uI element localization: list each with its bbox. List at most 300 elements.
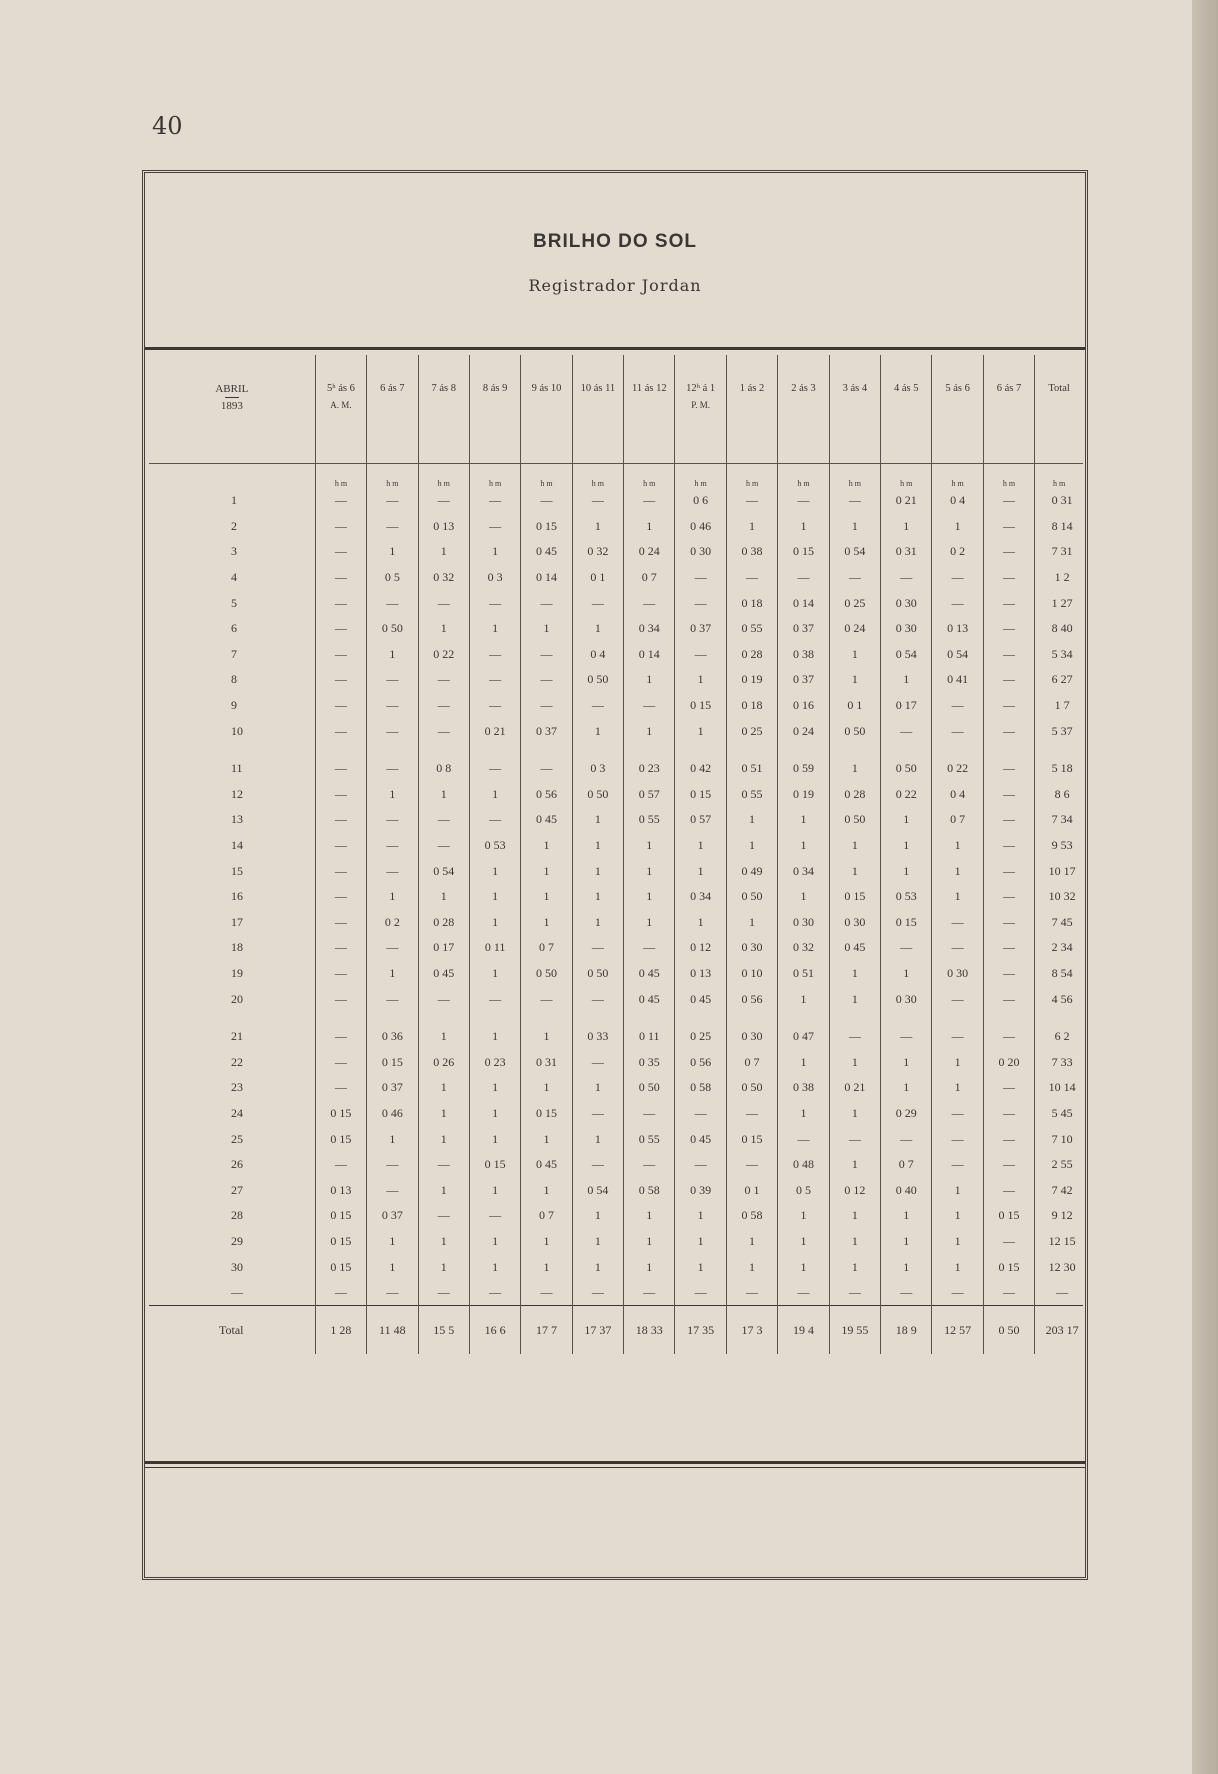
table-cell: — xyxy=(983,1101,1034,1127)
table-cell: 0 34 xyxy=(675,884,726,910)
table-cell: — xyxy=(624,693,675,719)
table-cell: 8 6 xyxy=(1035,782,1083,808)
table-cell: 0 21 xyxy=(881,488,932,514)
table-row xyxy=(149,1152,1083,1178)
day-label: 16 xyxy=(231,889,243,904)
table-cell: 0 30 xyxy=(881,616,932,642)
column-header-label: Total xyxy=(1048,383,1070,394)
table-cell: 0 19 xyxy=(726,667,777,693)
table-cell: — xyxy=(983,961,1034,987)
table-cell: 0 19 xyxy=(778,782,829,808)
table-cell: — xyxy=(418,1203,469,1229)
footer-rule xyxy=(145,1461,1085,1464)
table-cell: 1 xyxy=(418,1229,469,1255)
column-header-label: 6 ás 7 xyxy=(380,383,405,394)
column-header-label: 8 ás 9 xyxy=(482,383,508,394)
table-cell: 0 34 xyxy=(624,616,675,642)
table-cell: 0 50 xyxy=(726,884,777,910)
table-cell: — xyxy=(315,986,366,1012)
table-cell: — xyxy=(521,986,572,1012)
table-cell: 16 6 xyxy=(469,1306,520,1355)
table-cell: 1 xyxy=(829,1229,880,1255)
table-cell: — xyxy=(932,910,983,936)
table-cell: 0 15 xyxy=(829,884,880,910)
table-cell: 1 xyxy=(778,1049,829,1075)
table-cell: 0 15 xyxy=(367,1049,418,1075)
table-cell: — xyxy=(675,642,726,668)
footer-rule-thin xyxy=(145,1467,1085,1468)
table-cell: 0 7 xyxy=(521,935,572,961)
table-cell: 0 50 xyxy=(572,782,623,808)
table-cell: 0 40 xyxy=(881,1177,932,1203)
table-row xyxy=(149,1203,1083,1229)
table-cell: 0 56 xyxy=(675,1049,726,1075)
gap-cell xyxy=(881,744,932,756)
table-cell: 0 54 xyxy=(829,539,880,565)
table-cell: 0 15 xyxy=(315,1229,366,1255)
table-cell: — xyxy=(983,807,1034,833)
table-cell: 0 50 xyxy=(881,756,932,782)
table-cell: 1 xyxy=(521,884,572,910)
table-cell: — xyxy=(983,1280,1034,1306)
table-cell: 17 7 xyxy=(521,1306,572,1355)
table-cell: 1 xyxy=(469,616,520,642)
day-label: 29 xyxy=(231,1233,243,1248)
table-cell: — xyxy=(469,1203,520,1229)
unit-label: h m xyxy=(418,464,469,489)
table-row xyxy=(149,1049,1083,1075)
day-label: 24 xyxy=(231,1105,243,1120)
table-cell: 0 4 xyxy=(932,488,983,514)
unit-label: h m xyxy=(315,464,366,489)
column-header xyxy=(367,355,418,464)
day-label: 4 xyxy=(231,570,237,585)
table-cell: 0 17 xyxy=(418,935,469,961)
table-cell: — xyxy=(315,616,366,642)
day-label: 22 xyxy=(231,1054,243,1069)
table-cell: 1 xyxy=(367,782,418,808)
gap-cell xyxy=(726,744,777,756)
table-cell: 1 xyxy=(675,910,726,936)
unit-label: h m xyxy=(572,464,623,489)
table-cell: — xyxy=(572,986,623,1012)
table-cell: 1 xyxy=(624,858,675,884)
table-cell: — xyxy=(469,693,520,719)
table-cell: 0 30 xyxy=(675,539,726,565)
table-cell: 1 xyxy=(367,1229,418,1255)
table-cell: 1 xyxy=(418,884,469,910)
table-cell: 6 27 xyxy=(1035,667,1083,693)
table-cell: 5 18 xyxy=(1035,756,1083,782)
gap-cell xyxy=(778,744,829,756)
table-cell: 1 xyxy=(829,961,880,987)
table-cell: 7 31 xyxy=(1035,539,1083,565)
table-cell: 1 xyxy=(675,1254,726,1280)
table-cell: — xyxy=(521,667,572,693)
table-cell: 0 45 xyxy=(521,807,572,833)
table-cell: 0 11 xyxy=(624,1024,675,1050)
table-cell: — xyxy=(881,1126,932,1152)
table-cell: — xyxy=(932,986,983,1012)
table-cell: 1 xyxy=(932,833,983,859)
table-cell: 11 48 xyxy=(367,1306,418,1355)
table-cell: 0 50 xyxy=(829,718,880,744)
table-cell: 0 58 xyxy=(675,1075,726,1101)
table-cell: — xyxy=(572,935,623,961)
table-cell: — xyxy=(675,1152,726,1178)
table-cell: 1 xyxy=(829,1152,880,1178)
table-cell: 0 48 xyxy=(778,1152,829,1178)
table-cell: 0 20 xyxy=(983,1049,1034,1075)
table-cell: — xyxy=(675,1101,726,1127)
table-cell: 0 50 xyxy=(572,667,623,693)
gap-cell xyxy=(1035,744,1083,756)
table-cell: 0 13 xyxy=(315,1177,366,1203)
table-cell: — xyxy=(367,488,418,514)
table-cell: 1 xyxy=(778,833,829,859)
gap-cell xyxy=(149,1012,315,1024)
table-cell: 17 3 xyxy=(726,1306,777,1355)
day-label: 18 xyxy=(231,940,243,955)
table-cell: 1 xyxy=(469,782,520,808)
table-cell: 1 xyxy=(881,961,932,987)
table-row xyxy=(149,1126,1083,1152)
table-cell: 4 56 xyxy=(1035,986,1083,1012)
table-cell: 1 xyxy=(881,514,932,540)
table-cell: 5 34 xyxy=(1035,642,1083,668)
table-cell: — xyxy=(624,1101,675,1127)
table-cell: — xyxy=(315,1049,366,1075)
table-cell: — xyxy=(521,756,572,782)
table-row xyxy=(149,1101,1083,1127)
table-cell: 0 56 xyxy=(521,782,572,808)
gap-cell xyxy=(624,744,675,756)
table-cell: 1 xyxy=(418,1101,469,1127)
table-cell: — xyxy=(932,935,983,961)
table-cell: 0 2 xyxy=(367,910,418,936)
table-cell: 1 xyxy=(881,1075,932,1101)
column-header-label: 9 ás 10 xyxy=(531,383,562,394)
table-cell: — xyxy=(521,642,572,668)
table-cell: — xyxy=(829,565,880,591)
table-cell: 0 35 xyxy=(624,1049,675,1075)
table-cell: 1 xyxy=(778,1229,829,1255)
table-cell: 0 37 xyxy=(521,718,572,744)
table-row xyxy=(149,693,1083,719)
table-cell: 1 xyxy=(469,910,520,936)
table-cell: — xyxy=(881,565,932,591)
day-label: 15 xyxy=(231,863,243,878)
gap-cell xyxy=(829,1012,880,1024)
units-row xyxy=(149,464,1083,489)
table-cell: — xyxy=(315,756,366,782)
table-cell: 1 xyxy=(521,616,572,642)
table-cell: 9 12 xyxy=(1035,1203,1083,1229)
table-cell: — xyxy=(983,935,1034,961)
table-cell: — xyxy=(315,1075,366,1101)
table-row xyxy=(149,616,1083,642)
table-cell: 0 23 xyxy=(624,756,675,782)
column-header xyxy=(572,355,623,464)
table-cell: 0 15 xyxy=(778,539,829,565)
table-row xyxy=(149,642,1083,668)
table-cell: 1 xyxy=(418,1177,469,1203)
table-cell: 18 9 xyxy=(881,1306,932,1355)
table-cell: — xyxy=(367,514,418,540)
table-cell: 0 50 xyxy=(829,807,880,833)
table-cell: 0 37 xyxy=(778,616,829,642)
table-cell: 1 xyxy=(932,1203,983,1229)
table-cell: 0 15 xyxy=(675,782,726,808)
table-cell: 0 13 xyxy=(675,961,726,987)
day-label: 12 xyxy=(231,786,243,801)
table-cell: 0 1 xyxy=(829,693,880,719)
table-cell: 0 15 xyxy=(521,1101,572,1127)
table-cell: 0 14 xyxy=(778,590,829,616)
column-header-label: 4 ás 5 xyxy=(893,383,919,394)
table-cell: 0 36 xyxy=(367,1024,418,1050)
day-label: Total xyxy=(149,1306,315,1355)
table-cell: 0 51 xyxy=(726,756,777,782)
table-cell: 1 xyxy=(829,1203,880,1229)
table-cell: — xyxy=(315,642,366,668)
day-label: 2 xyxy=(231,518,237,533)
column-header xyxy=(624,355,675,464)
table-cell: 1 xyxy=(572,1126,623,1152)
header-row xyxy=(149,355,1083,464)
table-row xyxy=(149,590,1083,616)
unit-label: h m xyxy=(778,464,829,489)
table-cell: — xyxy=(315,1280,366,1306)
table-cell: — xyxy=(983,488,1034,514)
table-cell: 1 xyxy=(675,833,726,859)
table-cell: 1 xyxy=(829,756,880,782)
table-cell: 1 xyxy=(521,1126,572,1152)
table-cell: 1 xyxy=(624,1229,675,1255)
unit-label: h m xyxy=(1035,464,1083,489)
table-cell: — xyxy=(983,693,1034,719)
table-cell: 1 xyxy=(521,1229,572,1255)
table-cell: — xyxy=(521,693,572,719)
table-cell: 1 xyxy=(367,961,418,987)
table-cell: 0 13 xyxy=(418,514,469,540)
column-header-label: 7 ás 8 xyxy=(431,383,456,394)
table-cell: 0 45 xyxy=(675,986,726,1012)
table-cell: 0 17 xyxy=(881,693,932,719)
table-cell: 1 xyxy=(778,986,829,1012)
table-cell: 0 50 xyxy=(367,616,418,642)
gap-cell xyxy=(572,744,623,756)
table-cell: 0 45 xyxy=(675,1126,726,1152)
table-cell: — xyxy=(983,616,1034,642)
gap-cell xyxy=(675,1012,726,1024)
table-cell: — xyxy=(983,1075,1034,1101)
table-cell: 1 xyxy=(829,833,880,859)
column-header-label: 6 ás 7 xyxy=(996,383,1022,394)
table-subtitle: Registrador Jordan xyxy=(528,276,702,295)
day-label: 10 xyxy=(231,723,243,738)
table-cell: — xyxy=(315,807,366,833)
table-cell: — xyxy=(932,1280,983,1306)
table-cell: 1 xyxy=(624,1254,675,1280)
table-cell: 10 32 xyxy=(1035,884,1083,910)
column-header-sub: A. M. xyxy=(330,400,352,410)
table-cell: — xyxy=(624,488,675,514)
table-cell: 1 xyxy=(572,718,623,744)
table-cell: 0 30 xyxy=(881,986,932,1012)
table-cell: 7 10 xyxy=(1035,1126,1083,1152)
gap-cell xyxy=(881,1012,932,1024)
table-cell: 1 xyxy=(418,1254,469,1280)
table-cell: — xyxy=(778,565,829,591)
table-cell: 15 5 xyxy=(418,1306,469,1355)
table-cell: 1 xyxy=(829,986,880,1012)
table-cell: 1 xyxy=(881,833,932,859)
table-cell: — xyxy=(983,514,1034,540)
table-cell: — xyxy=(315,590,366,616)
table-cell: 1 xyxy=(469,884,520,910)
table-row xyxy=(149,1254,1083,1280)
table-row xyxy=(149,910,1083,936)
column-header xyxy=(726,355,777,464)
table-cell: — xyxy=(983,539,1034,565)
column-header-sub: P. M. xyxy=(691,400,711,410)
table-cell: 1 xyxy=(469,1024,520,1050)
table-cell: 1 xyxy=(726,807,777,833)
table-cell: — xyxy=(932,590,983,616)
table-cell: 1 xyxy=(932,1229,983,1255)
table-cell: 0 46 xyxy=(675,514,726,540)
table-cell: — xyxy=(932,1101,983,1127)
table-cell: 1 xyxy=(675,1229,726,1255)
table-cell: — xyxy=(983,782,1034,808)
table-cell: — xyxy=(624,590,675,616)
table-cell: 1 xyxy=(572,858,623,884)
table-cell: 0 15 xyxy=(726,1126,777,1152)
table-cell: 0 29 xyxy=(881,1101,932,1127)
table-cell: — xyxy=(932,1152,983,1178)
table-cell: 1 xyxy=(521,1254,572,1280)
table-cell: 0 45 xyxy=(521,1152,572,1178)
table-cell: 7 33 xyxy=(1035,1049,1083,1075)
table-cell: — xyxy=(726,488,777,514)
page-edge xyxy=(1192,0,1218,1774)
gap-cell xyxy=(521,744,572,756)
table-cell: — xyxy=(418,1152,469,1178)
table-cell: 0 45 xyxy=(418,961,469,987)
table-cell: — xyxy=(881,1280,932,1306)
table-cell: 7 45 xyxy=(1035,910,1083,936)
table-cell: — xyxy=(983,1126,1034,1152)
table-cell: 1 xyxy=(469,1075,520,1101)
table-cell: 1 xyxy=(572,514,623,540)
table-row xyxy=(149,884,1083,910)
table-cell: 1 xyxy=(572,1075,623,1101)
table-cell: 0 12 xyxy=(829,1177,880,1203)
table-cell: 1 xyxy=(778,884,829,910)
table-cell: — xyxy=(881,1024,932,1050)
gap-cell xyxy=(829,744,880,756)
table-cell: 0 7 xyxy=(932,807,983,833)
table-cell: 1 xyxy=(829,1254,880,1280)
year-label: 1893 xyxy=(220,400,243,412)
table-cell: 1 xyxy=(521,1024,572,1050)
table-row xyxy=(149,756,1083,782)
day-label: 8 xyxy=(231,672,237,687)
gap-cell xyxy=(315,744,366,756)
table-cell: 1 xyxy=(469,858,520,884)
table-cell: — xyxy=(983,756,1034,782)
table-cell: — xyxy=(572,1101,623,1127)
table-cell: 1 xyxy=(726,514,777,540)
table-cell: 1 xyxy=(675,858,726,884)
table-cell: — xyxy=(726,1101,777,1127)
table-cell: — xyxy=(367,718,418,744)
table-cell: — xyxy=(624,1152,675,1178)
table-cell: — xyxy=(315,858,366,884)
table-cell: 1 xyxy=(624,884,675,910)
gap-cell xyxy=(932,744,983,756)
table-cell: — xyxy=(983,565,1034,591)
table-cell: — xyxy=(418,807,469,833)
table-cell: 0 31 xyxy=(881,539,932,565)
gap-cell xyxy=(469,744,520,756)
table-cell: — xyxy=(367,935,418,961)
table-row xyxy=(149,1024,1083,1050)
table-cell: 0 37 xyxy=(675,616,726,642)
table-cell: 0 7 xyxy=(726,1049,777,1075)
table-cell: 0 53 xyxy=(881,884,932,910)
table-cell: 1 xyxy=(418,539,469,565)
table-cell: — xyxy=(367,693,418,719)
table-cell: 1 xyxy=(367,884,418,910)
table-cell: 1 xyxy=(829,1101,880,1127)
table-cell: — xyxy=(315,488,366,514)
table-cell: 0 10 xyxy=(726,961,777,987)
table-cell: 0 23 xyxy=(469,1049,520,1075)
table-cell: 1 xyxy=(675,667,726,693)
table-cell: — xyxy=(675,1280,726,1306)
day-label: 30 xyxy=(231,1259,243,1274)
table-cell: 1 xyxy=(521,833,572,859)
table-cell: — xyxy=(367,833,418,859)
table-cell: 0 25 xyxy=(675,1024,726,1050)
table-cell: — xyxy=(726,565,777,591)
column-header xyxy=(829,355,880,464)
table-cell: 1 xyxy=(932,514,983,540)
day-label: 13 xyxy=(231,812,243,827)
table-cell: — xyxy=(367,1152,418,1178)
day-label: 19 xyxy=(231,965,243,980)
table-cell: 1 xyxy=(572,1203,623,1229)
table-cell: — xyxy=(367,1177,418,1203)
table-cell: 1 xyxy=(932,1049,983,1075)
table-cell: 0 31 xyxy=(1035,488,1083,514)
table-cell: — xyxy=(315,565,366,591)
table-cell: 1 xyxy=(572,616,623,642)
table-cell: — xyxy=(572,1049,623,1075)
table-cell: 1 xyxy=(778,514,829,540)
table-cell: 0 54 xyxy=(932,642,983,668)
table-cell: 1 xyxy=(829,642,880,668)
table-cell: — xyxy=(726,1152,777,1178)
table-cell: 0 32 xyxy=(572,539,623,565)
table-cell: — xyxy=(418,590,469,616)
table-cell: 1 xyxy=(881,1229,932,1255)
table-cell: 1 xyxy=(418,782,469,808)
table-cell: — xyxy=(624,935,675,961)
table-cell: — xyxy=(726,1280,777,1306)
